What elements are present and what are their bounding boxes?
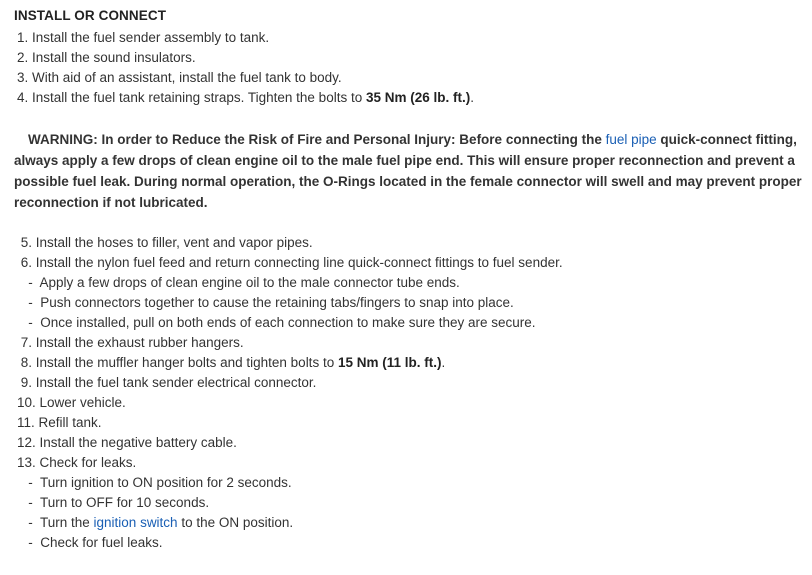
step-13-substep-2: - Turn to OFF for 10 seconds. <box>17 495 210 510</box>
section-heading: INSTALL OR CONNECT <box>14 8 167 23</box>
step-6: 6. Install the nylon fuel feed and return connecting line quick-connect fittings to fuel sender. <box>17 255 563 270</box>
ignition-switch-link[interactable]: ignition switch <box>93 515 178 530</box>
step-8-end: . <box>441 355 446 370</box>
step-4-end: . <box>470 90 475 105</box>
step-6-substep-1: - Apply a few drops of clean engine oil to the male connector tube ends. <box>17 275 460 290</box>
warning-text-start: WARNING: In order to Reduce the Risk of Fire and Personal Injury: Before connecting the <box>28 132 606 147</box>
warning-text-rest: quick-connect fitting, always apply a few drops of clean engine oil to the male fuel pipe end. This will ensure proper reconnection and prevent a possible fuel leak. During normal operation, the O-Rings located in the female connector will swell and may prevent proper reconnection if not lubricated. <box>14 132 802 210</box>
step-7: 7. Install the exhaust rubber hangers. <box>17 335 244 350</box>
step-8 <box>17 354 445 372</box>
step-2: 2. Install the sound insulators. <box>17 50 196 65</box>
step-4 <box>17 89 474 107</box>
step-13-substep-4: - Check for fuel leaks. <box>17 535 163 550</box>
step-10: 10. Lower vehicle. <box>17 395 126 410</box>
step-13-substep-1: - Turn ignition to ON position for 2 seconds. <box>17 475 292 490</box>
step-13-substep-3-end: to the ON position. <box>177 515 294 530</box>
step-6-substep-3: - Once installed, pull on both ends of each connection to make sure they are secure. <box>17 315 536 330</box>
step-1: 1. Install the fuel sender assembly to tank. <box>17 30 270 45</box>
step-8-text: 8. Install the muffler hanger bolts and tighten bolts to <box>17 355 338 370</box>
step-3: 3. With aid of an assistant, install the fuel tank to body. <box>17 70 342 85</box>
step-13: 13. Check for leaks. <box>17 455 137 470</box>
step-12: 12. Install the negative battery cable. <box>17 435 237 450</box>
step-13-substep-3-text: - Turn the <box>17 515 94 530</box>
step-6-substep-2: - Push connectors together to cause the retaining tabs/fingers to snap into place. <box>17 295 514 310</box>
step-9: 9. Install the fuel tank sender electrical connector. <box>17 375 317 390</box>
step-4-text: 4. Install the fuel tank retaining straps. Tighten the bolts to <box>17 90 366 105</box>
step-5: 5. Install the hoses to filler, vent and vapor pipes. <box>17 235 313 250</box>
step-4-torque: 35 Nm (26 lb. ft.) <box>365 90 471 105</box>
step-8-torque: 15 Nm (11 lb. ft.) <box>337 355 442 370</box>
step-13-substep-3 <box>17 514 293 532</box>
fuel-pipe-link[interactable]: fuel pipe <box>605 132 657 147</box>
warning-note <box>14 129 804 213</box>
step-11: 11. Refill tank. <box>17 415 102 430</box>
